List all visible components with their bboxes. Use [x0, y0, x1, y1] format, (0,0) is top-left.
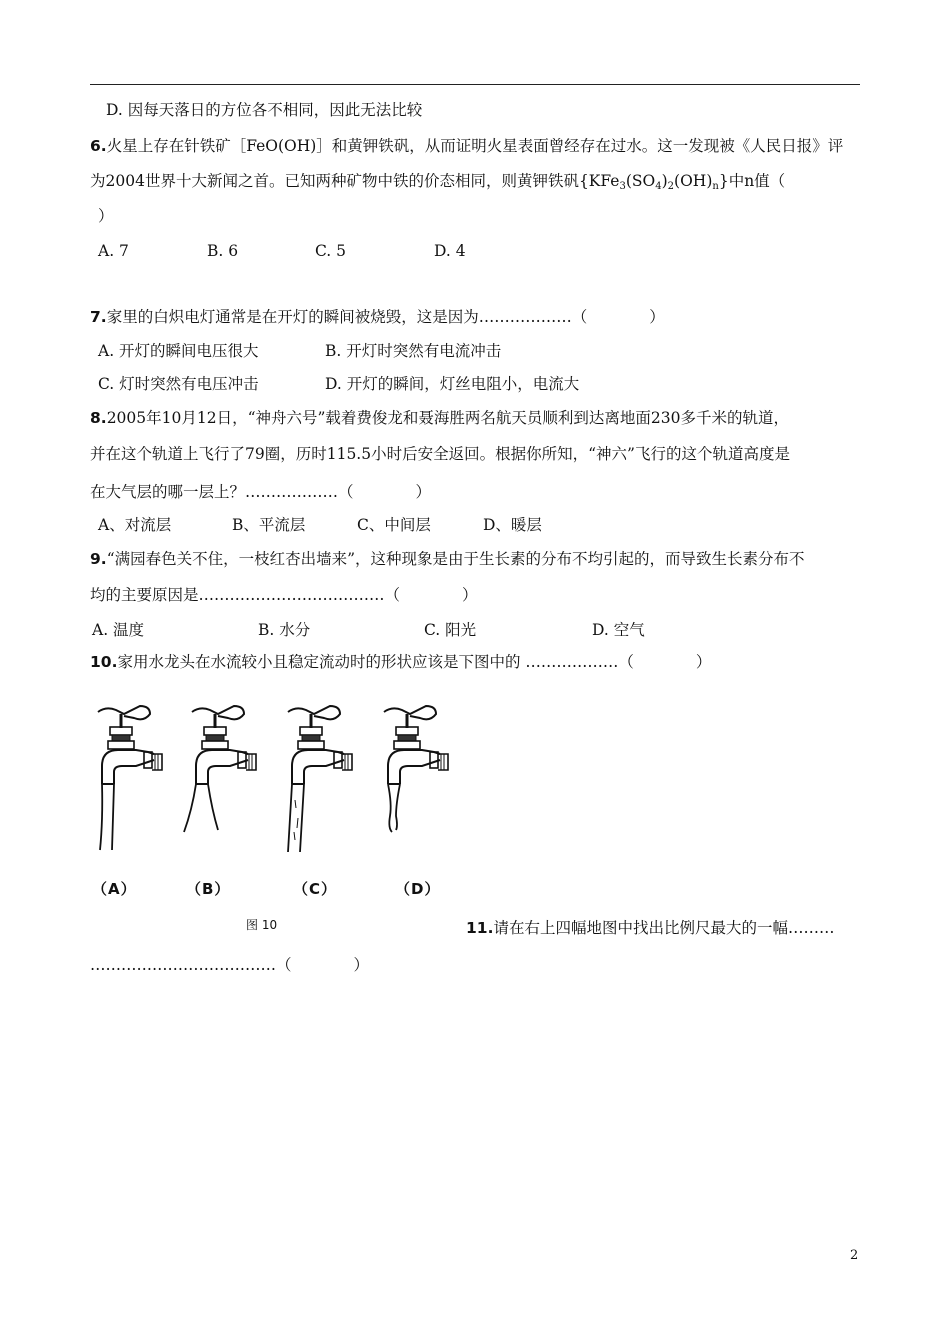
- q6-text2a: 为2004世界十大新闻之首。已知两种矿物中铁的价态相同，则黄钾铁矾{KFe: [90, 172, 620, 190]
- figure-label-b: （B）: [186, 880, 231, 898]
- figure-label-c: （C）: [293, 880, 338, 898]
- q6-option-c: C. 5: [315, 242, 347, 260]
- q8-option-d: D、暖层: [483, 516, 542, 534]
- q8-option-a: A、对流层: [98, 516, 172, 534]
- faucet-c: [288, 706, 352, 852]
- q6-text2b: (SO: [625, 172, 656, 190]
- header-rule: [90, 84, 860, 85]
- q6-option-a: A. 7: [98, 242, 129, 260]
- q7-option-a: A. 开灯的瞬间电压很大: [98, 342, 259, 360]
- q6-sub4: n: [712, 181, 719, 192]
- q7-line1: [90, 307, 665, 327]
- q9-text1: “满园春色关不住，一枝红杏出墙来”，这种现象是由于生长素的分布不均引起的，而导致生长素分布不: [106, 550, 805, 568]
- q9-number: 9.: [90, 550, 107, 568]
- q6-sub3: 2: [667, 181, 675, 192]
- q6-line2: [90, 171, 785, 191]
- figure-caption: 图 10: [246, 918, 278, 932]
- q9-option-d: D. 空气: [592, 621, 645, 639]
- q8-line3: 在大气层的哪一层上？………………（ ）: [90, 483, 432, 501]
- q6-text2e: }中n值（: [718, 172, 786, 190]
- faucet-a: [98, 706, 162, 850]
- q6-line3: ）: [98, 207, 114, 225]
- q7-option-b: B. 开灯时突然有电流冲击: [325, 342, 502, 360]
- q7-option-c: C. 灯时突然有电压冲击: [98, 375, 259, 393]
- q8-line1: [90, 408, 789, 428]
- figure-label-a: （A）: [92, 880, 137, 898]
- q8-line2: 并在这个轨道上飞行了79圈，历时115.5小时后安全返回。根据你所知，“神六”飞行的这个轨道高度是: [90, 445, 790, 463]
- q6-sub2: 4: [655, 181, 662, 192]
- q8-number: 8.: [90, 409, 107, 427]
- faucet-figure: [88, 700, 468, 940]
- q5-option-d: D. 因每天落日的方位各不相同，因此无法比较: [106, 101, 423, 119]
- q10-line1: [90, 652, 711, 672]
- q7-number: 7.: [90, 308, 107, 326]
- q6-text1: 火星上存在针铁矿［FeO(OH)］和黄钾铁矾，从而证明火星表面曾经存在过水。这一发现被《人民日报》评: [106, 137, 844, 155]
- q7-text: 家里的白炽电灯通常是在开灯的瞬间被烧毁，这是因为………………（ ）: [106, 308, 665, 326]
- q8-option-c: C、中间层: [357, 516, 431, 534]
- q9-option-c: C. 阳光: [424, 621, 477, 639]
- page-number: 2: [850, 1248, 859, 1263]
- q11-line1: [466, 918, 834, 938]
- q11-line2: ………………………………（ ）: [90, 956, 370, 974]
- q6-option-b: B. 6: [207, 242, 239, 260]
- q8-text1: 2005年10月12日，“神舟六号”载着费俊龙和聂海胜两名航天员顺利到达离地面230多千米的轨道，: [106, 409, 790, 427]
- q6-line1: [90, 136, 843, 156]
- q6-option-d: D. 4: [434, 242, 466, 260]
- q9-option-b: B. 水分: [258, 621, 311, 639]
- faucet-b: [184, 706, 256, 832]
- figure-label-d: （D）: [395, 880, 441, 898]
- q11-text1: 请在右上四幅地图中找出比例尺最大的一幅………: [493, 919, 835, 937]
- q8-option-b: B、平流层: [232, 516, 306, 534]
- q7-option-d: D. 开灯的瞬间，灯丝电阻小，电流大: [325, 375, 580, 393]
- q6-number: 6.: [90, 137, 107, 155]
- q6-text2c: ): [661, 172, 668, 190]
- faucet-d: [384, 706, 448, 832]
- q6-sub1: 3: [619, 181, 626, 192]
- q9-line1: [90, 549, 805, 569]
- q10-number: 10.: [90, 653, 118, 671]
- q9-option-a: A. 温度: [92, 621, 145, 639]
- q10-text: 家用水龙头在水流较小且稳定流动时的形状应该是下图中的 ………………（ ）: [117, 653, 712, 671]
- q9-line2: 均的主要原因是………………………………（ ）: [90, 586, 478, 604]
- q11-number: 11.: [466, 919, 494, 937]
- q6-text2d: (OH): [674, 172, 713, 190]
